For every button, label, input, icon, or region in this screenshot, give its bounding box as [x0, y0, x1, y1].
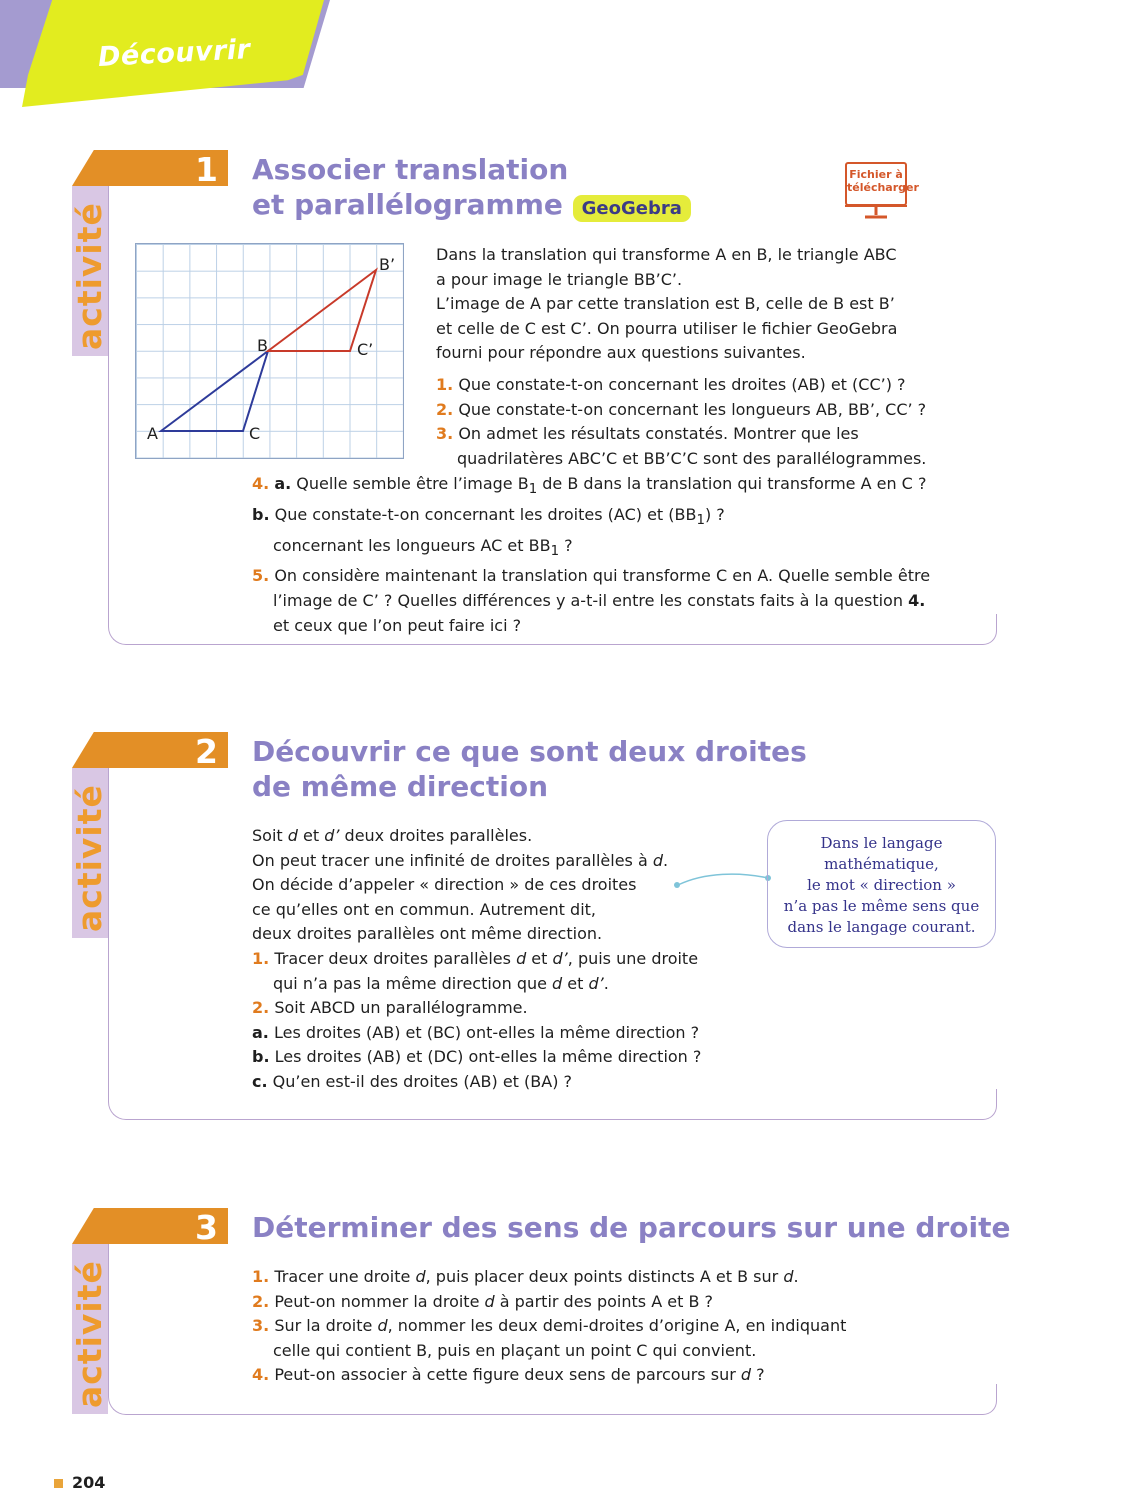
point-label-c: C	[249, 424, 261, 443]
activity-1-frame-corner	[978, 614, 997, 645]
activity-2-content: Soit d et d’ deux droites parallèles. On peut tracer une infinité de droites parallèles à d. On décide d’appeler « direction » de ces droites ce qu’elles ont en commun. Autrement dit, deux droites parallèles ont même direction. 1. Tracer deux droites parallèles d et d’, puis une droite qui n’a pas la même direction que d et d’. 2. Soit ABCD un parallélogramme. a. Les droites (AB) et (BC) ont-elles la même direction ? b. Les droites (AB) et (DC) ont-elles la même direction ? c. Qu’en est-il des droites (AB) et (BA) ?	[252, 826, 702, 1091]
activity-1-side-label: activité	[70, 202, 109, 350]
activity-2-frame-corner	[978, 1089, 997, 1120]
monitor-stand-icon	[843, 204, 909, 222]
activity-1-questions-4-5: 4. a. Quelle semble être l’image $B_1$ de B dans la translation qui transforme A en C ? b. Que constate-t-on concernant les droites (AC) et $(BB_1)$ ? concernant les longueurs AC et $BB_1$ ? 5. On considère maintenant la translation qui transforme C en A. Quelle semble être l’image de C’ ? Quelles différences y a-t-il entre les constats faits à la question 4. et ceux que l’on peut faire ici ?	[252, 474, 931, 635]
activity-3-content: 1. Tracer une droite d, puis placer deux points distincts A et B sur d. 2. Peut-on nommer la droite d à partir des points A et B ? 3. Sur la droite d, nommer les deux demi-droites d’origine A, en indiquant celle qui contient B, puis en plaçant un point C qui convient. 4. Peut-on associer à cette figure deux sens de parcours sur d ?	[252, 1267, 847, 1385]
activity-3-frame-corner	[978, 1384, 997, 1415]
activity-3-side-label: activité	[70, 1260, 109, 1408]
note-connector	[670, 868, 774, 892]
activity-3-title: Déterminer des sens de parcours sur une droite	[252, 1211, 1011, 1244]
geogebra-tag: GeoGebra	[573, 195, 691, 222]
note-bubble: Dans le langage mathématique, le mot « direction » n’a pas le même sens que dans le langage courant.	[767, 820, 996, 948]
activity-1-questions-1-3: 1. Que constate-t-on concernant les droites (AB) et (CC’) ? 2. Que constate-t-on concernant les longueurs AB, BB’, CC’ ? 3. On admet les résultats constatés. Montrer que les quadrilatères ABC’C et BB’C’C sont des parallélogrammes.	[436, 375, 927, 468]
triangle-abc	[161, 351, 268, 431]
activity-3-number: 3	[195, 1208, 218, 1247]
activity-2-side-label: activité	[70, 784, 109, 932]
activity-2-title: Découvrir ce que sont deux droites de même direction	[252, 735, 807, 803]
activity-2-number: 2	[195, 732, 218, 771]
point-label-b-prime: B’	[379, 255, 396, 274]
point-label-c-prime: C’	[357, 340, 374, 359]
point-label-b: B	[257, 336, 268, 355]
activity-1-title: Associer translation et parallélogramme GeoGebra	[252, 152, 691, 226]
page-marker	[54, 1479, 63, 1488]
page-number: 204	[72, 1473, 106, 1492]
activity-1-intro: Dans la translation qui transforme A en B, le triangle ABC a pour image le triangle BB’C’. L’image de A par cette translation est B, celle de B est B’ et celle de C est C’. On pourra utiliser le fichier GeoGebra fourni pour répondre aux questions suivantes.	[436, 245, 898, 363]
file-download-badge[interactable]: Fichier à télécharger	[845, 162, 907, 206]
point-label-a: A	[147, 424, 158, 443]
activity-1-number: 1	[195, 150, 218, 189]
section-label: Découvrir	[97, 34, 252, 73]
